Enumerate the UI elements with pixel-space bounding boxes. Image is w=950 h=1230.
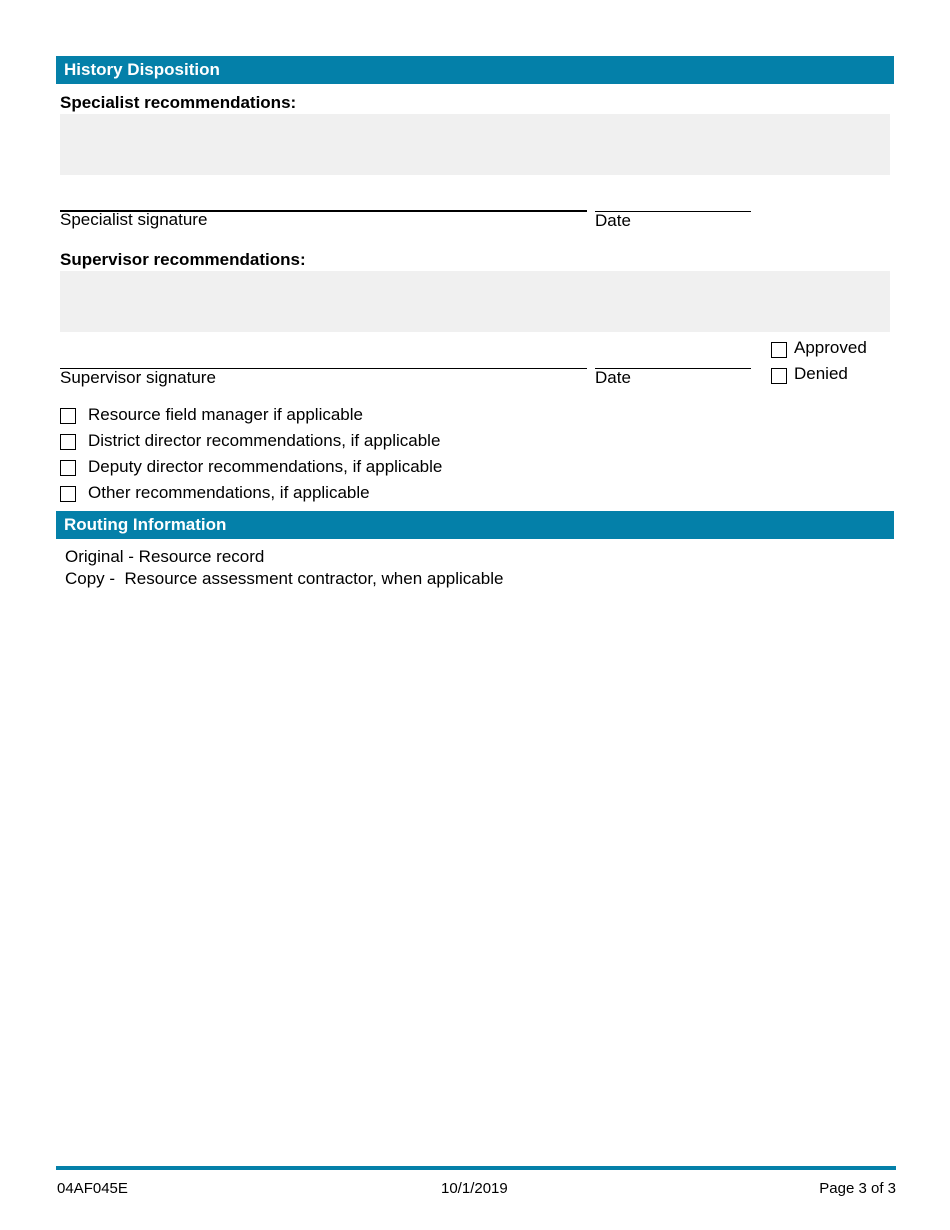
approved-label: Approved [794, 338, 867, 357]
denied-label: Denied [794, 364, 848, 383]
specialist-signature-label: Specialist signature [60, 210, 208, 229]
routing-information-header: Routing Information [56, 511, 894, 539]
supervisor-recommendations-label: Supervisor recommendations: [60, 250, 306, 269]
district-director-label: District director recommendations, if applicable [88, 431, 441, 450]
footer-page-number: Page 3 of 3 [819, 1180, 896, 1197]
supervisor-signature-label: Supervisor signature [60, 368, 216, 387]
other-recommendations-label: Other recommendations, if applicable [88, 483, 370, 502]
routing-original: Original - Resource record [65, 547, 265, 566]
deputy-director-checkbox[interactable] [60, 460, 76, 476]
specialist-date-label: Date [595, 211, 631, 230]
specialist-recommendations-field[interactable] [60, 114, 890, 175]
deputy-director-label: Deputy director recommendations, if applicable [88, 457, 443, 476]
footer-rule [56, 1166, 896, 1170]
denied-checkbox[interactable] [771, 368, 787, 384]
supervisor-recommendations-field[interactable] [60, 271, 890, 332]
history-disposition-header: History Disposition [56, 56, 894, 84]
footer-form-id: 04AF045E [57, 1180, 128, 1197]
resource-field-manager-label: Resource field manager if applicable [88, 405, 363, 424]
specialist-recommendations-label: Specialist recommendations: [60, 93, 297, 112]
supervisor-date-label: Date [595, 368, 631, 387]
footer-date: 10/1/2019 [441, 1180, 508, 1197]
district-director-checkbox[interactable] [60, 434, 76, 450]
approved-checkbox[interactable] [771, 342, 787, 358]
resource-field-manager-checkbox[interactable] [60, 408, 76, 424]
other-recommendations-checkbox[interactable] [60, 486, 76, 502]
routing-copy: Copy - Resource assessment contractor, when applicable [65, 569, 504, 588]
